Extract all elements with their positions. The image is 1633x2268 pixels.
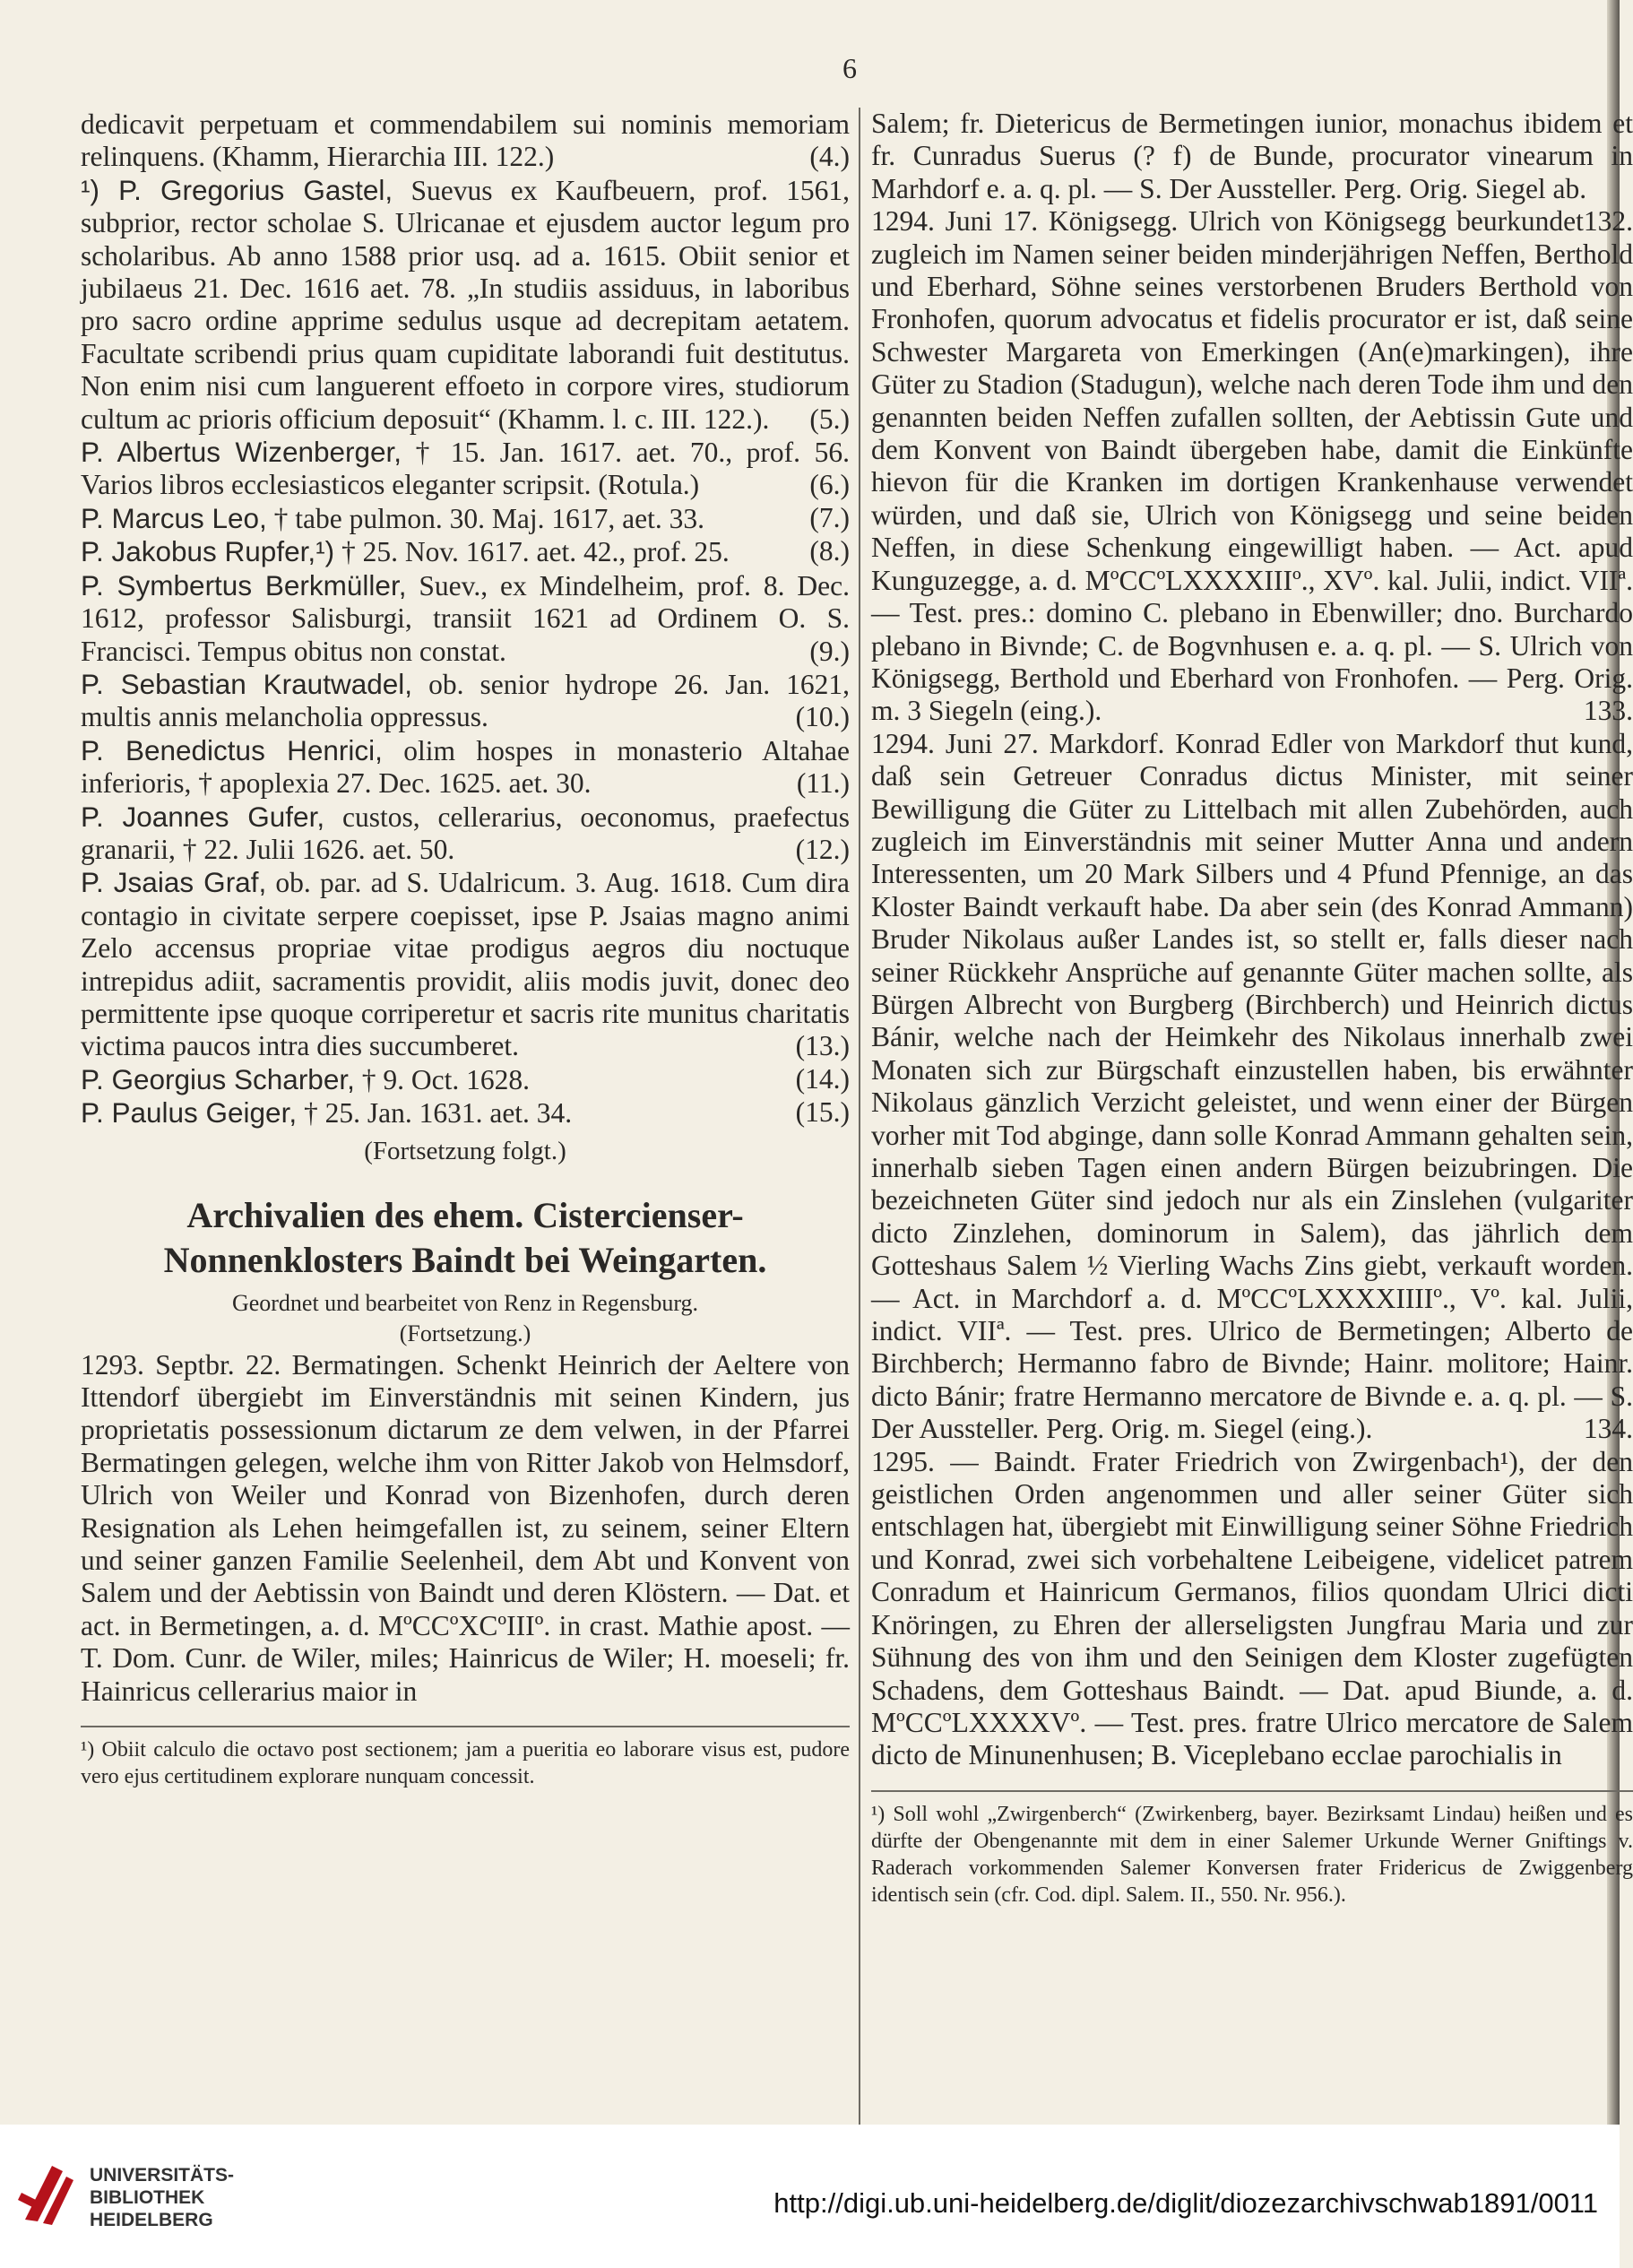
logo-line: BIBLIOTHEK bbox=[90, 2187, 205, 2208]
entry-paragraph bbox=[871, 108, 1633, 238]
left-column bbox=[81, 108, 850, 1790]
entry-paragraph bbox=[81, 1063, 850, 1096]
entry-name: P. Paulus Geiger, bbox=[81, 1096, 298, 1130]
entry-number: 132. bbox=[1583, 205, 1633, 238]
entry-number: (6.) bbox=[809, 469, 850, 501]
logo-line: UNIVERSITÄTS- bbox=[90, 2165, 235, 2186]
entry-paragraph bbox=[81, 569, 850, 668]
entry-number: (14.) bbox=[795, 1062, 850, 1095]
entry-number: (13.) bbox=[795, 1030, 850, 1062]
entry-number: (5.) bbox=[809, 403, 850, 435]
entry-name: P. Benedictus Henrici, bbox=[81, 733, 383, 766]
library-logo-icon bbox=[16, 2157, 79, 2229]
footnote-rule bbox=[871, 1790, 1633, 1792]
entry-name: P. Georgius Scharber, bbox=[81, 1062, 355, 1095]
footer-bar bbox=[0, 2125, 1620, 2268]
entry-name: P. Jsaias Graf, bbox=[81, 866, 267, 899]
entry-1293: 1293. Septbr. 22. Bermatingen. Schenkt Heinrich der Aeltere von Ittendorf übergiebt im Einverständnis mit seinen Kindern, jus proprietatis possessionum dictarum ze dem velwen, in der Pfarrei Bermatingen gelegen, welche ihm von Ritter Jakob von Helmsdorf, Ulrich von Weiler und Konrad von Bizenhofen, durch deren Resignation als Lehen heimgefallen ist, zu seinem, seiner Eltern und seiner ganzen Familie Seelenheil, dem Abt und Konvent von Salem und der Aebtissin von Baindt und deren Klöstern. — Dat. et act. in Bermetingen, a. d. MºCCºXCºIIIº. in crast. Mathie apost. — T. Dom. Cunr. de Wiler, miles; Hainricus de Wiler; H. moeseli; fr. Hainricus cellerarius maior in bbox=[81, 1348, 850, 1707]
entry-text: Suevus ex Kaufbeuern, prof. 1561, subprior, rector scholae S. Ulricanae et ejusdem auctor legum pro scholaribus. Ab anno 1588 prior usq. ad a. 1615. Obiit senior et jubilaeus 21. Dec. 1616 aet. 78. „In studiis assiduus, in laboribus pro sacro ordine apprime sedulus usque ad decrepitam aetatem. Facultate scribendi prius quam cupiditate laborandi fuit destitutus. Non enim nisi cum languerent effoeto in corpore vires, studiorum cultum ac prioris officium deposuit“ (Khamm. l. c. III. 122.). bbox=[81, 174, 850, 435]
entry-name: P. Albertus Wizenberger, bbox=[81, 436, 402, 469]
entry-name: P. Sebastian Krautwadel, bbox=[81, 667, 413, 700]
entry-paragraph bbox=[81, 174, 850, 436]
entry-name: P. Marcus Leo, bbox=[81, 501, 267, 534]
entry-paragraph bbox=[81, 436, 850, 502]
entry-paragraph bbox=[81, 734, 850, 801]
entry-text: custos, cellerarius, oeconomus, praefectus granarii, † 22. Julii 1626. aet. 50. bbox=[81, 801, 851, 865]
entry-text: Suev., ex Mindelheim, prof. 8. Dec. 1612, professor Salisburgi, transiit 1621 ad Ordinem O. S. Francisci. Tempus obitus non constat. bbox=[81, 569, 850, 667]
entry-number: (4.) bbox=[809, 141, 850, 173]
entry-text: 1294. Juni 27. Markdorf. Konrad Edler von Markdorf thut kund, daß sein Getreuer Conradus dictus Minister, mit seiner Bewilligung die Güter zu Littelbach mit allen Zubehörden, auch zugleich im Einverständnis mit seiner Mutter Anna und andern Interessenten, um 20 Mark Silbers und 4 Pfund Pfennige, an das Kloster Baindt verkauft habe. Da aber sein (des Konrad Ammann) Bruder Nikolaus außer Landes ist, so stellt er, falls dieser nach seiner Rückkehr Ansprüche auf genannte Güter machen sollte, als Bürgen Albrecht von Burgberg (Birchberch) und Heinrich dictus Bánir, welche nach der Heimkehr des Nikolaus innerhalb zwei Monaten sich zur Bürgschaft einzustellen haben, bis erwähnter Nikolaus gänzlich Verzicht geleistet, und wenn einer der Bürgen vorher mit Tod abginge, dann solle Konrad Ammann gehalten sein, innerhalb sieben Tagen einen andern Bürgen beizubringen. Die bezeichneten Güter sind jedoch nur als ein Zinslehen (vulgariter dicto Zinzlehen, dominorum in Salem), das jährlich dem Gotteshaus Salem ½ Vierling Wachs Zins giebt, verkauft worden. — Act. in Marchdorf a. d. MºCCºLXXXXIIIIº., Vº. kal. Julii, indict. VIIª. — Test. pres. Ulrico de Bermetingen; Alberto de Birchberch; Hermanno fabro de Bivnde; Hainr. molitore; Hainr. dicto Bánir; fratre Hermanno mercatore de Bivnde e. a. q. pl. — S. Der Aussteller. Perg. Orig. m. Siegel (eing.). bbox=[871, 727, 1633, 1445]
continued-note-2: (Fortsetzung.) bbox=[399, 1320, 531, 1346]
entry-number: (12.) bbox=[795, 833, 850, 865]
entry-text: † tabe pulmon. 30. Maj. 1617, aet. 33. bbox=[266, 502, 704, 534]
source-url[interactable]: http://digi.ub.uni-heidelberg.de/diglit/diozezarchivschwab1891/0011 bbox=[773, 2187, 1598, 2219]
entry-number: 133. bbox=[1583, 695, 1633, 727]
entry-paragraph bbox=[81, 535, 850, 568]
entry-paragraph bbox=[81, 801, 850, 867]
entry-number: 134. bbox=[1583, 1413, 1633, 1445]
entry-paragraph bbox=[871, 728, 1633, 1446]
entry-paragraph bbox=[81, 866, 850, 1062]
entry-number: (10.) bbox=[795, 701, 850, 733]
entry-text: dedicavit perpetuam et commendabilem sui nominis memoriam relinquens. (Khamm, Hierarchia III. 122.) bbox=[81, 108, 850, 173]
entry-text: olim hospes in monasterio Altahae inferioris, † apoplexia 27. Dec. 1625. aet. 30. bbox=[81, 734, 850, 800]
entry-number: (7.) bbox=[809, 501, 850, 533]
entry-name: ¹) P. Gregorius Gastel, bbox=[81, 173, 393, 206]
column-divider bbox=[859, 108, 860, 2142]
left-paragraphs bbox=[81, 108, 850, 1130]
right-paragraphs bbox=[871, 108, 1633, 1772]
continued-note: (Fortsetzung folgt.) bbox=[364, 1136, 566, 1165]
entry-paragraph bbox=[871, 1446, 1633, 1772]
entry-name: P. Symbertus Berkmüller, bbox=[81, 568, 407, 602]
right-footnote: ¹) Soll wohl „Zwirgenberch“ (Zwirkenberg, bayer. Bezirksamt Lindau) heißen und es dürfte der Obengenannte mit dem in einer Salemer Urkunde Werner Gniftings v. Raderach vorkommenden Salemer Konversen frater Fridericus de Zwiggenberg identisch sein (cfr. Cod. dipl. Salem. II., 550. Nr. 956.). bbox=[871, 1802, 1633, 1907]
entry-text: Salem; fr. Dietericus de Bermetingen iunior, monachus ibidem et fr. Cunradus Suerus (? f) de Bunde, procurator vinearum in Marhdorf e. a. q. pl. — S. Der Aussteller. Perg. Orig. Siegel ab. bbox=[871, 108, 1633, 204]
entry-number: (15.) bbox=[795, 1096, 850, 1129]
entry-paragraph bbox=[871, 205, 1633, 728]
entry-paragraph bbox=[81, 502, 850, 535]
entry-number: (8.) bbox=[809, 535, 850, 567]
entry-number: (9.) bbox=[809, 635, 850, 667]
footnote-rule bbox=[81, 1726, 850, 1727]
entry-name: P. Joannes Gufer, bbox=[81, 800, 325, 833]
library-logo-text bbox=[90, 2164, 234, 2231]
section-subheading: Geordnet und bearbeitet von Renz in Regensburg. bbox=[231, 1289, 699, 1316]
left-footnote: ¹) Obiit calculo die octavo post sectionem; jam a pueritia eo laborare visus est, pudore vero ejus certitudinem explorare nunquam concessit. bbox=[81, 1738, 850, 1789]
entry-paragraph bbox=[81, 668, 850, 734]
entry-text: † 9. Oct. 1628. bbox=[354, 1063, 530, 1095]
entry-paragraph bbox=[81, 1096, 850, 1130]
entry-text: † 25. Jan. 1631. aet. 34. bbox=[297, 1097, 573, 1130]
entry-number: (11.) bbox=[796, 767, 850, 800]
entry-text: ob. senior hydrope 26. Jan. 1621, multis annis melancholia oppressus. bbox=[81, 668, 851, 733]
entry-text: 1295. — Baindt. Frater Friedrich von Zwirgenbach¹), der den geistlichen Orden angenommen und aller seiner Güter sich entschlagen hat, übergiebt mit Einwilligung seiner Söhne Friedrich und Konrad, zwei sich vorbehaltene Leibeigene, videlicet patrem Conradum et Hainricum Germanos, filios quondam Ulrici dicti Knöringen, zu Ehren der allerseligsten Jungfrau Maria und zur Sühnung des von ihm und den Seinigen dem Kloster zugefügten Schadens, dem Gotteshaus Baindt. — Dat. apud Biunde, a. d. MºCCºLXXXXVº. — Test. pres. fratre Ulrico mercatore de Salem dicto de Minunenhusen; B. Viceplebano ecclae parochialis in bbox=[871, 1445, 1633, 1771]
entry-text: † 25. Nov. 1617. aet. 42., prof. 25. bbox=[334, 536, 730, 568]
logo-line: HEIDELBERG bbox=[90, 2210, 213, 2230]
section-heading: Archivalien des ehem. Cistercienser-Nonnenklosters Baindt bei Weingarten. bbox=[163, 1194, 767, 1280]
entry-text: ob. par. ad S. Udalricum. 3. Aug. 1618. Cum dira contagio in civitate serpere coepisset, ipse P. Jsaias magno animi Zelo accensus propriae vitae prodigus aegros diu noctuque intrepidus adiit, sacramentis providit, aliis modis juvit, donec deo permittente ipse quoque corriperetur et sacris rite munitus charitatis victima paucos intra dies succumberet. bbox=[81, 867, 850, 1062]
entry-paragraph bbox=[81, 108, 850, 174]
entry-text: 1294. Juni 17. Königsegg. Ulrich von Königsegg beurkundet zugleich im Namen seiner beiden minderjährigen Neffen, Berthold und Eberhard, Söhne seines verstorbenen Bruders Berthold von Fronhofen, quorum advocatus et fidelis procurator er ist, daß seine Schwester Margareta von Emerkingen (An(e)markingen), ihre Güter zu Stadion (Stadugun), welche nach deren Tode ihm und den genannten beiden Neffen zufallen sollten, der Aebtissin Gute und dem Konvent von Baindt übergeben habe, damit die Einkünfte hievon für die Kranken im dortigen Krankenhause verwendet würden, und daß sie, Ulrich von Königsegg und seine beiden Neffen, in diese Schenkung eingewilligt haben. — Act. apud Kunguzegge, a. d. MºCCºLXXXXIIIº., XVº. kal. Julii, indict. VIIª. — Test. pres.: domino C. plebano in Ebenwiller; dno. Burchardo plebano in Bivnde; C. de Bogvnhusen e. a. q. pl. — S. Ulrich von Königsegg, Berthold und Eberhard von Fronhofen. — Perg. Orig. m. 3 Siegeln (eing.). bbox=[871, 205, 1633, 727]
entry-name: P. Jakobus Rupfer,¹) bbox=[81, 535, 335, 568]
entry-text: † 15. Jan. 1617. aet. 70., prof. 56. Varios libros ecclesiasticos eleganter scripsit. (Rotula.) bbox=[81, 437, 851, 501]
page-number: 6 bbox=[842, 52, 857, 84]
right-column bbox=[871, 108, 1633, 1909]
